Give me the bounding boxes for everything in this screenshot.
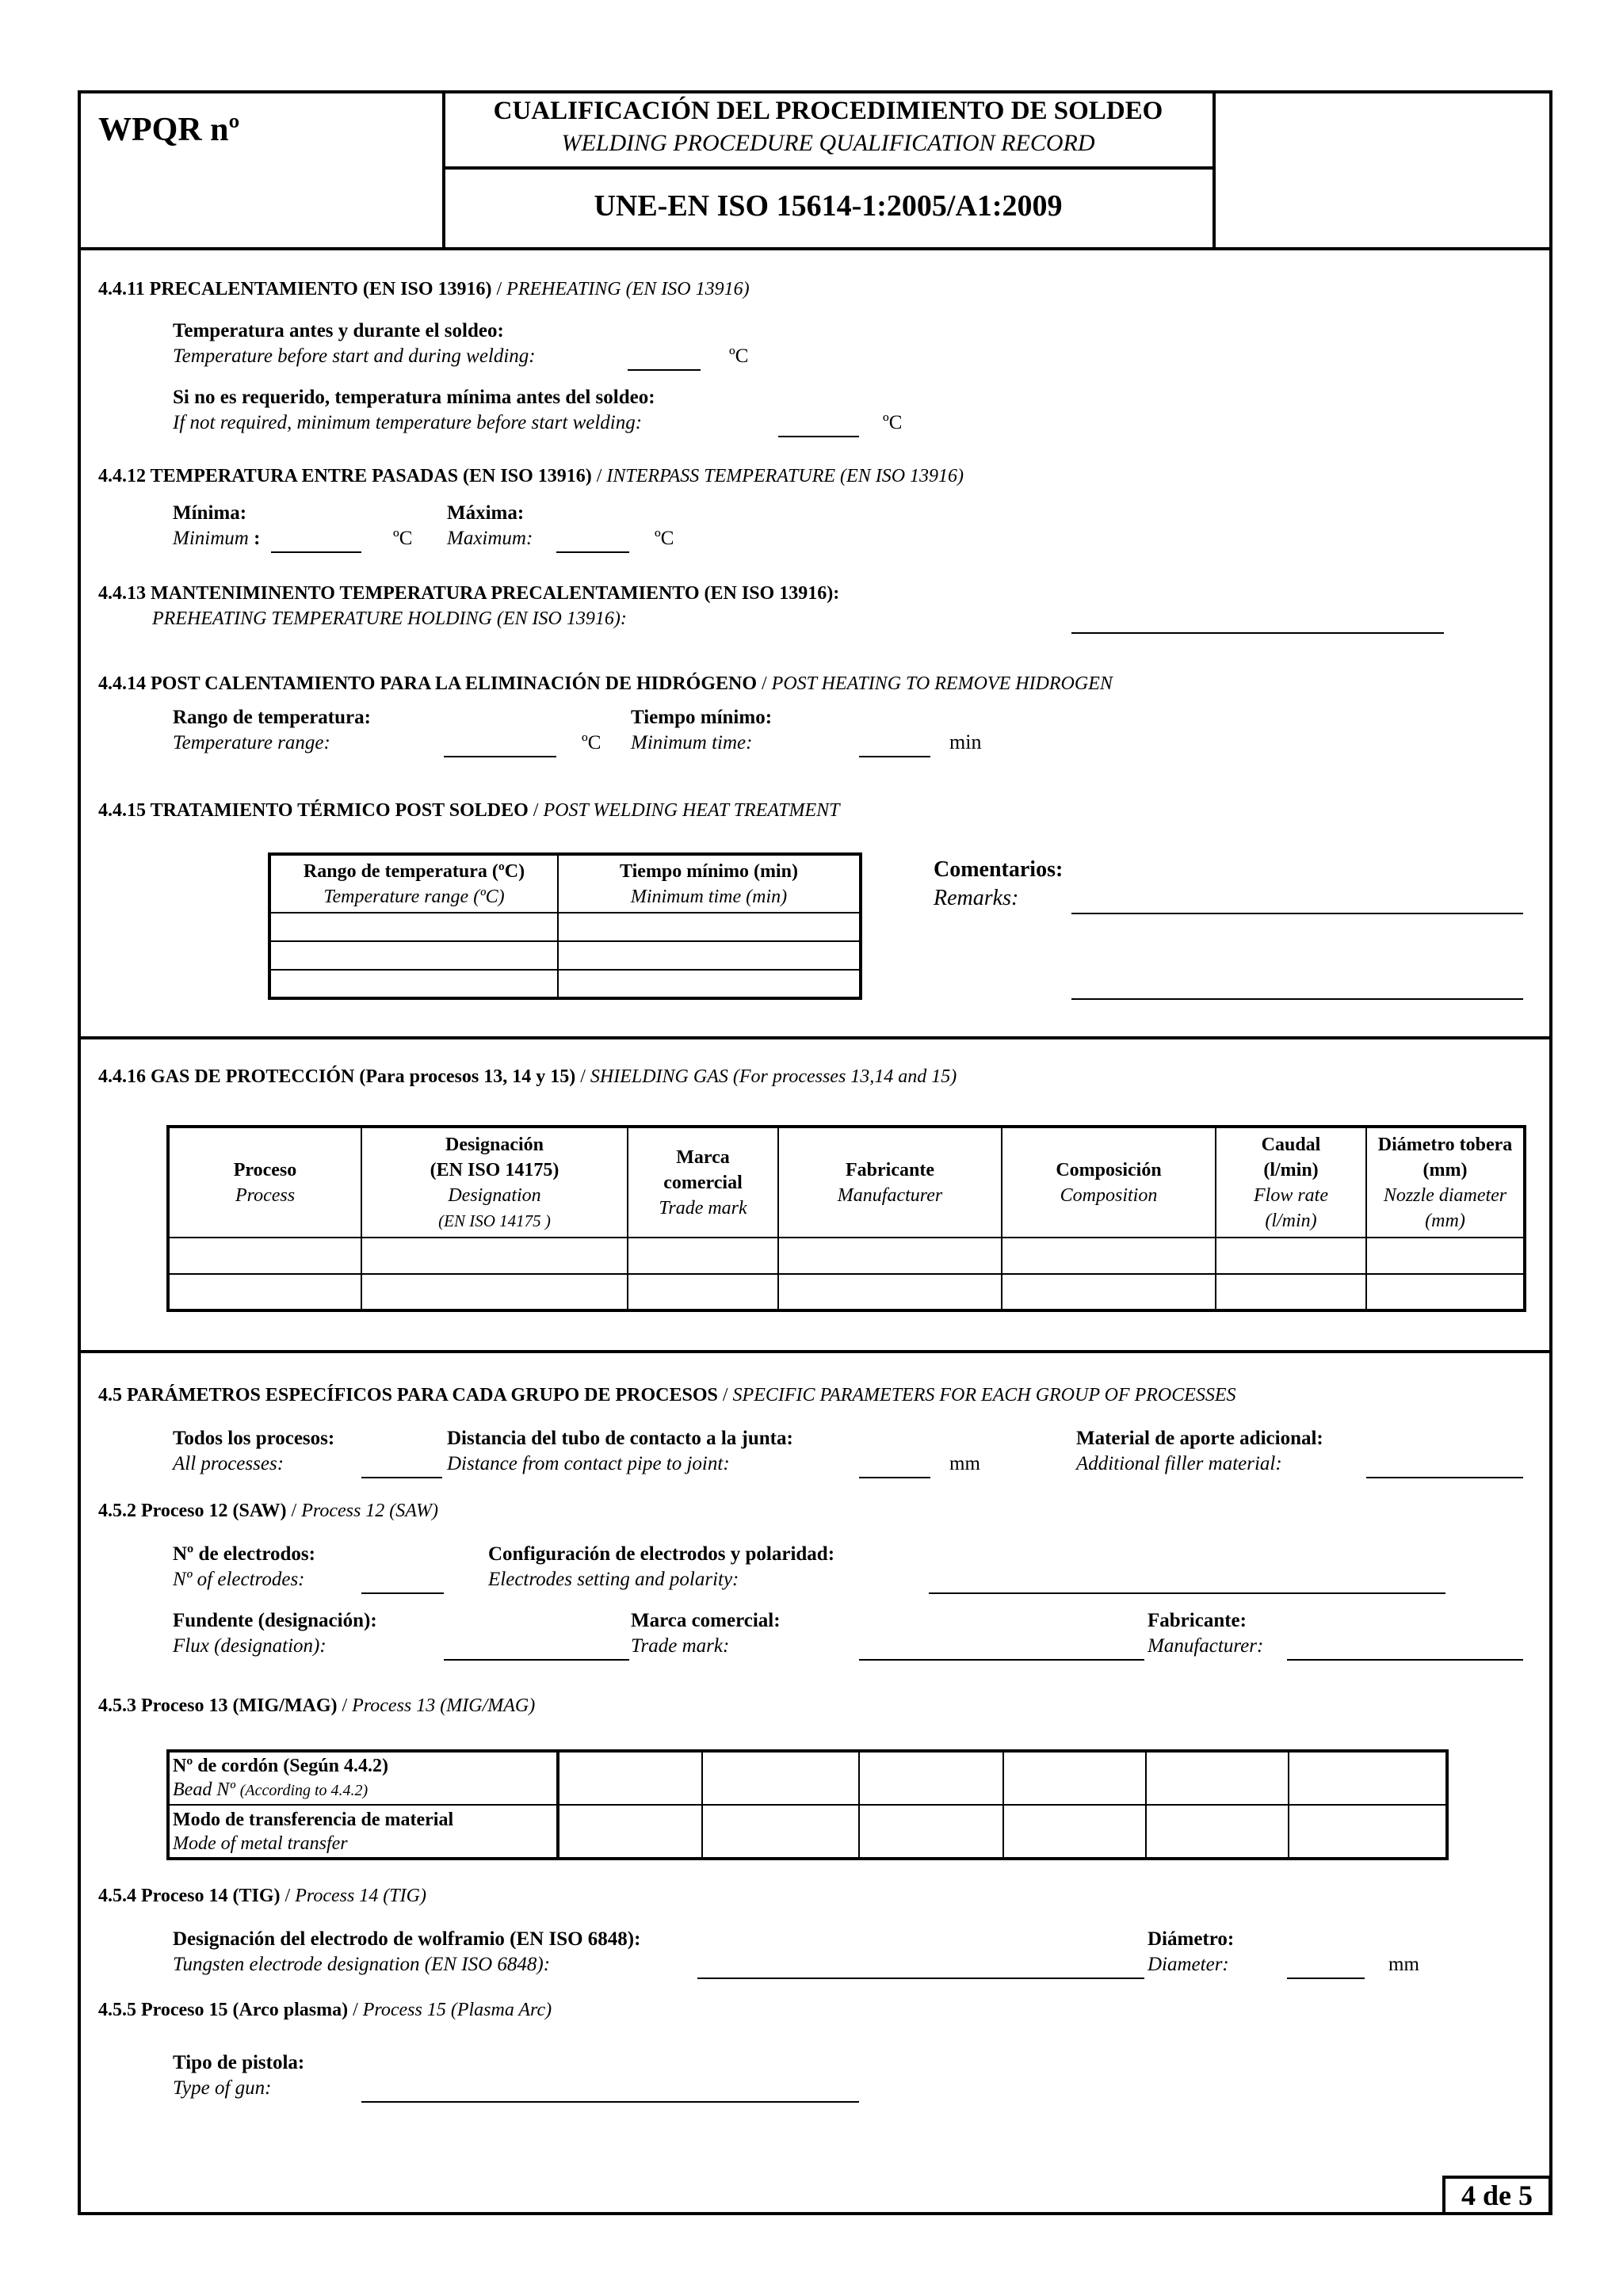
- gas-col-process: Proceso Process: [168, 1127, 361, 1238]
- gas-col-nozzle: Diámetro tobera (mm) Nozzle diameter (mm): [1366, 1127, 1525, 1238]
- manufacturer-input[interactable]: [1287, 1634, 1523, 1661]
- gas-col-composition: Composición Composition: [1002, 1127, 1216, 1238]
- migmag-cell[interactable]: [1146, 1751, 1289, 1805]
- gas-cell[interactable]: [628, 1274, 778, 1310]
- filler-input[interactable]: [1366, 1451, 1523, 1478]
- post-heating-time-label-es: Tiempo mínimo:: [631, 707, 773, 728]
- electrodes-input[interactable]: [361, 1567, 444, 1594]
- gas-cell[interactable]: [1366, 1274, 1525, 1310]
- post-heating-time-label-en: Minimum time:: [631, 732, 753, 753]
- section-divider-2: [78, 1350, 1552, 1353]
- gas-col-trade-mark: Marca comercial Trade mark: [628, 1127, 778, 1238]
- gun-label-en: Type of gun:: [173, 2077, 272, 2099]
- shielding-gas-heading: 4.4.16 GAS DE PROTECCIÓN (Para procesos 13, 14 y 15) / SHIELDING GAS (For processes 13,14 and 15): [98, 1066, 957, 1087]
- post-heating-range-unit: ºC: [582, 732, 601, 753]
- post-heating-range-label-en: Temperature range:: [173, 732, 330, 753]
- migmag-cell[interactable]: [558, 1751, 702, 1805]
- interpass-min-label-en: Minimum :: [173, 528, 261, 549]
- gas-cell[interactable]: [361, 1274, 628, 1310]
- remarks-input-1[interactable]: [1071, 886, 1523, 914]
- post-heating-heading: 4.4.14 POST CALENTAMIENTO PARA LA ELIMINACIÓN DE HIDRÓGENO / POST HEATING TO REMOVE HIDROGEN: [98, 673, 1113, 694]
- post-heating-range-label-es: Rango de temperatura:: [173, 707, 371, 728]
- filler-label-es: Material de aporte adicional:: [1076, 1428, 1323, 1449]
- holding-heading-es: 4.4.13 MANTENIMINENTO TEMPERATURA PRECALENTAMIENTO (EN ISO 13916):: [98, 583, 840, 604]
- temp-during-label-en: Temperature before start and during welding:: [173, 345, 536, 367]
- post-heating-time-input[interactable]: [859, 730, 930, 757]
- tungsten-input[interactable]: [697, 1952, 1144, 1979]
- migmag-cell[interactable]: [859, 1805, 1003, 1859]
- diameter-label-en: Diameter:: [1148, 1954, 1229, 1975]
- tungsten-label-en: Tungsten electrode designation (EN ISO 6848):: [173, 1954, 551, 1975]
- wpqr-label: WPQR nº: [98, 112, 240, 148]
- migmag-table: [166, 1749, 1449, 1860]
- trade-mark-label-en: Trade mark:: [631, 1635, 730, 1657]
- interpass-max-label-es: Máxima:: [447, 502, 525, 524]
- pwht-cell[interactable]: [269, 970, 558, 998]
- migmag-cell[interactable]: [1003, 1751, 1146, 1805]
- migmag-cell[interactable]: [702, 1805, 859, 1859]
- tungsten-label-es: Designación del electrodo de wolframio (EN ISO 6848):: [173, 1928, 641, 1950]
- migmag-cell[interactable]: [1289, 1805, 1447, 1859]
- min-temp-label-en: If not required, minimum temperature before start welding:: [173, 412, 643, 433]
- gas-cell[interactable]: [361, 1238, 628, 1274]
- migmag-cell[interactable]: [859, 1751, 1003, 1805]
- interpass-max-label-en: Maximum:: [447, 528, 533, 549]
- temp-during-input[interactable]: [628, 344, 701, 371]
- tig-heading: 4.5.4 Proceso 14 (TIG) / Process 14 (TIG): [98, 1886, 426, 1906]
- all-processes-label-en: All processes:: [173, 1453, 285, 1474]
- standard-title: UNE-EN ISO 15614-1:2005/A1:2009: [594, 189, 1063, 223]
- gas-cell[interactable]: [778, 1274, 1002, 1310]
- remarks-input-2[interactable]: [1071, 971, 1523, 1000]
- migmag-cell[interactable]: [1003, 1805, 1146, 1859]
- remarks-label-en: Remarks:: [934, 886, 1019, 910]
- manufacturer-label-es: Fabricante:: [1148, 1610, 1247, 1631]
- flux-label-en: Flux (designation):: [173, 1635, 327, 1657]
- wpqr-number-input[interactable]: [98, 158, 423, 190]
- gas-cell[interactable]: [1216, 1274, 1366, 1310]
- saw-heading: 4.5.2 Proceso 12 (SAW) / Process 12 (SAW): [98, 1501, 439, 1521]
- interpass-min-label-es: Mínima:: [173, 502, 247, 524]
- gas-col-designation: Designación (EN ISO 14175) Designation (EN ISO 14175 ): [361, 1127, 628, 1238]
- all-processes-label-es: Todos los procesos:: [173, 1428, 335, 1449]
- electrodes-label-en: Nº of electrodes:: [173, 1569, 305, 1590]
- post-heating-time-unit: min: [949, 730, 982, 753]
- header-bottom-line: [78, 247, 1552, 250]
- gas-cell[interactable]: [1002, 1274, 1216, 1310]
- gas-cell[interactable]: [1216, 1238, 1366, 1274]
- shielding-gas-table: [166, 1125, 1526, 1312]
- remarks-label-es: Comentarios:: [934, 857, 1064, 882]
- plasma-heading: 4.5.5 Proceso 15 (Arco plasma) / Process 15 (Plasma Arc): [98, 2000, 552, 2020]
- migmag-row-transfer-label: Modo de transferencia de material Mode of metal transfer: [168, 1805, 558, 1859]
- diameter-input[interactable]: [1287, 1952, 1365, 1979]
- page-number: 4 de 5: [1442, 2176, 1552, 2215]
- pwht-cell[interactable]: [269, 941, 558, 970]
- diameter-label-es: Diámetro:: [1148, 1928, 1235, 1950]
- header-right-input[interactable]: [1220, 111, 1544, 230]
- manufacturer-label-en: Manufacturer:: [1148, 1635, 1264, 1657]
- pwht-cell[interactable]: [558, 913, 861, 941]
- distance-unit: mm: [949, 1453, 980, 1474]
- pwht-cell[interactable]: [269, 913, 558, 941]
- migmag-cell[interactable]: [1289, 1751, 1447, 1805]
- section-divider-1: [78, 1036, 1552, 1039]
- electrodes-label-es: Nº de electrodos:: [173, 1543, 315, 1565]
- flux-label-es: Fundente (designación):: [173, 1610, 377, 1631]
- holding-heading-en: PREHEATING TEMPERATURE HOLDING (EN ISO 13916):: [152, 608, 627, 629]
- preheating-heading: 4.4.11 PRECALENTAMIENTO (EN ISO 13916) / PREHEATING (EN ISO 13916): [98, 279, 750, 299]
- pwht-col-range: Rango de temperatura (ºC) Temperature range (ºC): [269, 854, 558, 913]
- gun-label-es: Tipo de pistola:: [173, 2052, 305, 2073]
- title-en: WELDING PROCEDURE QUALIFICATION RECORD: [561, 130, 1095, 156]
- gas-cell[interactable]: [168, 1238, 361, 1274]
- migmag-cell[interactable]: [558, 1805, 702, 1859]
- min-temp-label-es: Si no es requerido, temperatura mínima antes del soldeo:: [173, 387, 655, 408]
- interpass-min-input[interactable]: [271, 526, 361, 553]
- pwht-cell[interactable]: [558, 970, 861, 998]
- gun-input[interactable]: [361, 2076, 859, 2103]
- config-label-es: Configuración de electrodos y polaridad:: [488, 1543, 835, 1565]
- trade-mark-label-es: Marca comercial:: [631, 1610, 781, 1631]
- trade-mark-input[interactable]: [859, 1634, 1144, 1661]
- gas-cell[interactable]: [778, 1238, 1002, 1274]
- distance-label-en: Distance from contact pipe to joint:: [447, 1453, 730, 1474]
- params-heading: 4.5 PARÁMETROS ESPECÍFICOS PARA CADA GRUPO DE PROCESOS / SPECIFIC PARAMETERS FOR EACH GROUP OF PROCESSES: [98, 1385, 1236, 1405]
- min-temp-unit: ºC: [883, 412, 903, 433]
- config-input[interactable]: [929, 1567, 1445, 1594]
- distance-label-es: Distancia del tubo de contacto a la junta:: [447, 1428, 793, 1449]
- header-divider-right: [1212, 90, 1216, 249]
- config-label-en: Electrodes setting and polarity:: [488, 1569, 739, 1590]
- pwht-heading: 4.4.15 TRATAMIENTO TÉRMICO POST SOLDEO / POST WELDING HEAT TREATMENT: [98, 800, 840, 821]
- migmag-cell[interactable]: [1146, 1805, 1289, 1859]
- gas-cell[interactable]: [1002, 1238, 1216, 1274]
- interpass-max-unit: ºC: [655, 528, 674, 549]
- header-middle-line: [442, 166, 1214, 170]
- holding-input[interactable]: [1071, 607, 1444, 634]
- gas-col-flow-rate: Caudal (l/min) Flow rate (l/min): [1216, 1127, 1366, 1238]
- gas-cell[interactable]: [628, 1238, 778, 1274]
- temp-during-label-es: Temperatura antes y durante el soldeo:: [173, 320, 504, 341]
- interpass-max-input[interactable]: [556, 526, 629, 553]
- migmag-row-bead-label: Nº de cordón (Según 4.4.2) Bead Nº (According to 4.4.2): [168, 1751, 558, 1805]
- pwht-col-time: Tiempo mínimo (min) Minimum time (min): [558, 854, 861, 913]
- pwht-cell[interactable]: [558, 941, 861, 970]
- interpass-heading: 4.4.12 TEMPERATURA ENTRE PASADAS (EN ISO 13916) / INTERPASS TEMPERATURE (EN ISO 13916): [98, 466, 964, 486]
- filler-label-en: Additional filler material:: [1076, 1453, 1282, 1474]
- gas-col-manufacturer: Fabricante Manufacturer: [778, 1127, 1002, 1238]
- migmag-cell[interactable]: [702, 1751, 859, 1805]
- temp-during-unit: ºC: [729, 345, 749, 367]
- pwht-table: [268, 852, 862, 1000]
- gas-cell[interactable]: [1366, 1238, 1525, 1274]
- distance-input[interactable]: [859, 1451, 930, 1478]
- migmag-heading: 4.5.3 Proceso 13 (MIG/MAG) / Process 13 (MIG/MAG): [98, 1695, 536, 1716]
- post-heating-range-input[interactable]: [444, 730, 556, 757]
- title-es: CUALIFICACIÓN DEL PROCEDIMIENTO DE SOLDEO: [493, 97, 1163, 125]
- flux-input[interactable]: [444, 1634, 629, 1661]
- interpass-min-unit: ºC: [393, 528, 413, 549]
- diameter-unit: mm: [1388, 1954, 1419, 1975]
- all-processes-input[interactable]: [361, 1451, 442, 1478]
- gas-cell[interactable]: [168, 1274, 361, 1310]
- min-temp-input[interactable]: [778, 410, 859, 437]
